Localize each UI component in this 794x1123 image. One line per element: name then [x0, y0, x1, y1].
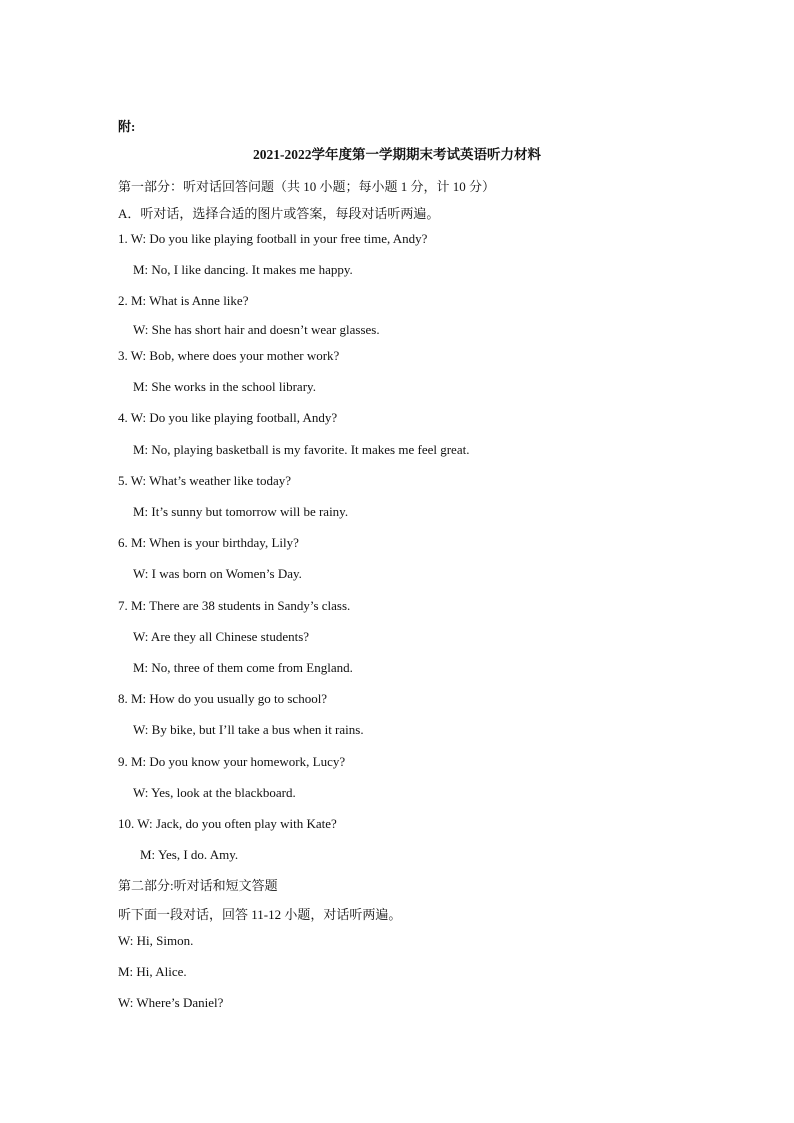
document-title: 2021-2022学年度第一学期期末考试英语听力材料 — [253, 147, 541, 162]
dialogue-line: 1. W: Do you like playing football in your free time, Andy? — [118, 231, 428, 246]
dialogue-line: W: Where’s Daniel? — [118, 995, 224, 1010]
dialogue-line: 7. M: There are 38 students in Sandy’s class. — [118, 598, 351, 613]
dialogue-line: 5. W: What’s weather like today? — [118, 473, 292, 488]
dialogue-line: 10. W: Jack, do you often play with Kate? — [118, 816, 337, 831]
part1-heading: 第一部分：听对话回答问题（共 10 小题；每小题 1 分，计 10 分） — [118, 179, 496, 194]
dialogue-line: W: Are they all Chinese students? — [133, 629, 310, 644]
dialogue-line: M: No, three of them come from England. — [133, 660, 353, 675]
dialogue-line: W: Hi, Simon. — [118, 933, 194, 948]
section-a-instruction: A．听对话，选择合适的图片或答案，每段对话听两遍。 — [118, 206, 440, 221]
dialogue-line: 9. M: Do you know your homework, Lucy? — [118, 754, 346, 769]
dialogue-line: M: Yes, I do. Amy. — [140, 847, 239, 862]
part2-instruction: 听下面一段对话，回答 11-12 小题，对话听两遍。 — [118, 907, 402, 922]
attachment-label: 附: — [118, 119, 136, 134]
dialogue-line: 4. W: Do you like playing football, Andy? — [118, 410, 338, 425]
dialogue-line: M: She works in the school library. — [133, 379, 316, 394]
dialogue-line: M: No, playing basketball is my favorite. It makes me feel great. — [133, 442, 470, 457]
dialogue-line: W: I was born on Women’s Day. — [133, 566, 302, 581]
dialogue-line: W: By bike, but I’ll take a bus when it rains. — [133, 722, 364, 737]
dialogue-line: M: It’s sunny but tomorrow will be rainy. — [133, 504, 349, 519]
dialogue-line: W: She has short hair and doesn’t wear glasses. — [133, 322, 380, 337]
dialogue-line: M: No, I like dancing. It makes me happy. — [133, 262, 353, 277]
dialogue-line: M: Hi, Alice. — [118, 964, 187, 979]
dialogue-line: W: Yes, look at the blackboard. — [133, 785, 296, 800]
dialogue-line: 2. M: What is Anne like? — [118, 293, 249, 308]
dialogue-line: 8. M: How do you usually go to school? — [118, 691, 328, 706]
dialogue-line: 6. M: When is your birthday, Lily? — [118, 535, 299, 550]
part2-heading: 第二部分:听对话和短文答题 — [118, 878, 278, 893]
dialogue-line: 3. W: Bob, where does your mother work? — [118, 348, 340, 363]
